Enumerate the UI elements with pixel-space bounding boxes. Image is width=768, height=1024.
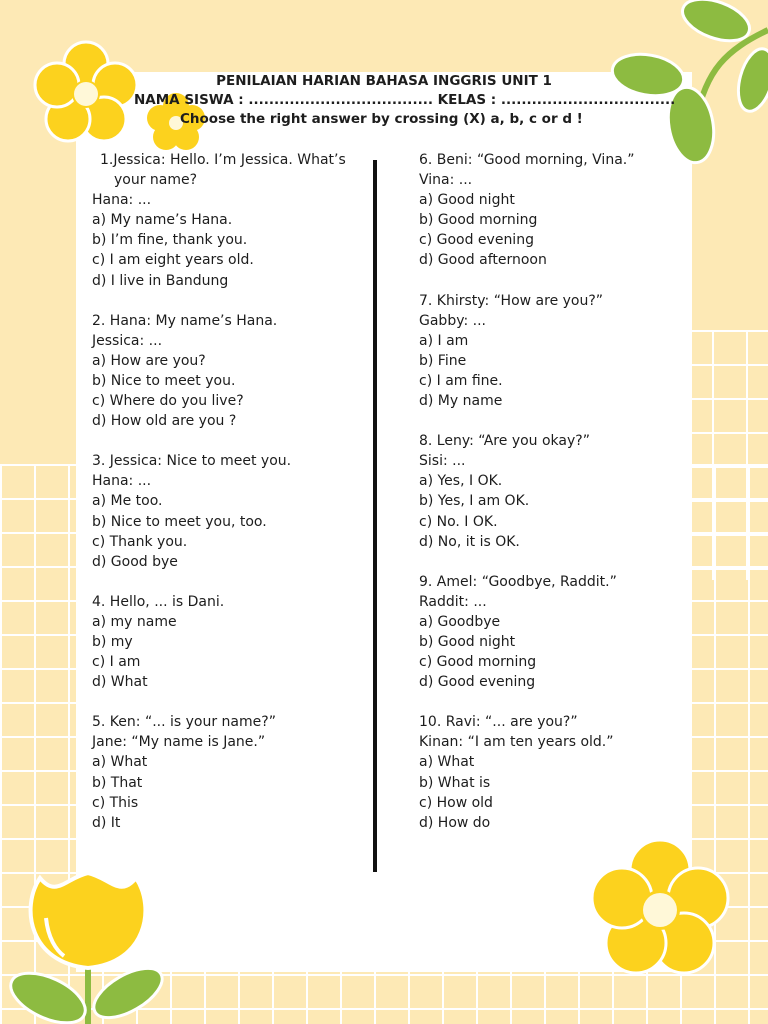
option-a[interactable]: a) What: [92, 754, 148, 771]
option-a[interactable]: a) my name: [92, 613, 177, 630]
option-a[interactable]: a) Yes, I OK.: [419, 473, 503, 490]
option-a[interactable]: a) My name’s Hana.: [92, 212, 233, 229]
question-2: [92, 311, 362, 432]
speaker-line: Kinan: “I am ten years old.”: [419, 734, 614, 751]
question-8: [419, 431, 679, 552]
option-b[interactable]: b) Nice to meet you, too.: [92, 513, 267, 530]
option-c[interactable]: c) I am fine.: [419, 372, 503, 389]
question-5: [92, 712, 362, 833]
worksheet-title: PENILAIAN HARIAN BAHASA INGGRIS UNIT 1: [216, 73, 552, 89]
speaker-line: Jessica: ...: [92, 332, 163, 349]
question-text-cont: your name?: [114, 172, 198, 189]
question-text: 7. Khirsty: “How are you?”: [419, 292, 604, 309]
speaker-line: Sisi: ...: [419, 453, 466, 470]
questions-left-column: [92, 150, 362, 853]
question-4: [92, 592, 362, 692]
option-b[interactable]: b) What is: [419, 774, 491, 791]
speaker-line: Hana: ...: [92, 192, 152, 209]
option-c[interactable]: c) Good evening: [419, 232, 534, 249]
questions-right-column: [419, 150, 679, 853]
question-text: 8. Leny: “Are you okay?”: [419, 433, 590, 450]
question-text: 10. Ravi: “... are you?”: [419, 714, 578, 731]
question-text: 2. Hana: My name’s Hana.: [92, 312, 278, 329]
option-b[interactable]: b) my: [92, 633, 133, 650]
speaker-line: Hana: ...: [92, 473, 152, 490]
speaker-line: Raddit: ...: [419, 593, 487, 610]
instruction-text: Choose the right answer by crossing (X) a, b, c or d !: [180, 111, 583, 127]
option-b[interactable]: b) Good night: [419, 633, 516, 650]
option-c[interactable]: c) Good morning: [419, 654, 537, 671]
option-a[interactable]: a) How are you?: [92, 352, 206, 369]
question-text: 1.Jessica: Hello. I’m Jessica. What’s: [100, 152, 346, 168]
option-a[interactable]: a) What: [419, 754, 475, 771]
option-d[interactable]: d) No, it is OK.: [419, 533, 520, 550]
question-text: 4. Hello, ... is Dani.: [92, 593, 225, 610]
option-b[interactable]: b) Fine: [419, 352, 467, 369]
flower-decoration-bottom-right: [590, 836, 740, 986]
option-a[interactable]: a) Me too.: [92, 493, 163, 510]
option-d[interactable]: d) My name: [419, 393, 503, 410]
option-d[interactable]: d) Good bye: [92, 553, 178, 570]
option-b[interactable]: b) I’m fine, thank you.: [92, 232, 248, 249]
question-text: 5. Ken: “... is your name?”: [92, 714, 276, 731]
option-d[interactable]: d) How do: [419, 814, 491, 831]
option-c[interactable]: c) This: [92, 794, 139, 811]
option-a[interactable]: a) I am: [419, 332, 469, 349]
question-text: 9. Amel: “Goodbye, Raddit.”: [419, 573, 617, 590]
option-c[interactable]: c) Where do you live?: [92, 393, 244, 410]
option-d[interactable]: d) I live in Bandung: [92, 272, 229, 289]
speaker-line: Vina: ...: [419, 172, 473, 189]
option-c[interactable]: c) I am eight years old.: [92, 252, 254, 269]
option-d[interactable]: d) What: [92, 674, 148, 691]
option-c[interactable]: c) I am: [92, 654, 141, 671]
tulip-decoration-bottom-left: [0, 868, 170, 1024]
question-9: [419, 572, 679, 693]
option-b[interactable]: b) That: [92, 774, 143, 791]
option-a[interactable]: a) Good night: [419, 192, 515, 209]
question-text: 3. Jessica: Nice to meet you.: [92, 453, 292, 470]
question-1: [92, 150, 362, 291]
option-c[interactable]: c) How old: [419, 794, 493, 811]
option-d[interactable]: d) It: [92, 814, 121, 831]
question-6: [419, 150, 679, 271]
option-d[interactable]: d) How old are you ?: [92, 413, 237, 430]
option-b[interactable]: b) Nice to meet you.: [92, 372, 236, 389]
speaker-line: Gabby: ...: [419, 312, 486, 329]
question-7: [419, 291, 679, 412]
option-d[interactable]: d) Good evening: [419, 674, 536, 691]
option-d[interactable]: d) Good afternoon: [419, 252, 547, 269]
option-c[interactable]: c) No. I OK.: [419, 513, 498, 530]
option-c[interactable]: c) Thank you.: [92, 533, 188, 550]
worksheet-header: [0, 72, 768, 129]
option-b[interactable]: b) Good morning: [419, 212, 538, 229]
question-10: [419, 712, 679, 833]
student-info-line: NAMA SISWA : .................................... KELAS : ..................................: [134, 92, 676, 108]
question-text: 6. Beni: “Good morning, Vina.”: [419, 152, 635, 168]
question-3: [92, 451, 362, 572]
option-a[interactable]: a) Goodbye: [419, 613, 501, 630]
speaker-line: Jane: “My name is Jane.”: [92, 734, 266, 751]
column-divider: [373, 160, 377, 872]
option-b[interactable]: b) Yes, I am OK.: [419, 493, 530, 510]
